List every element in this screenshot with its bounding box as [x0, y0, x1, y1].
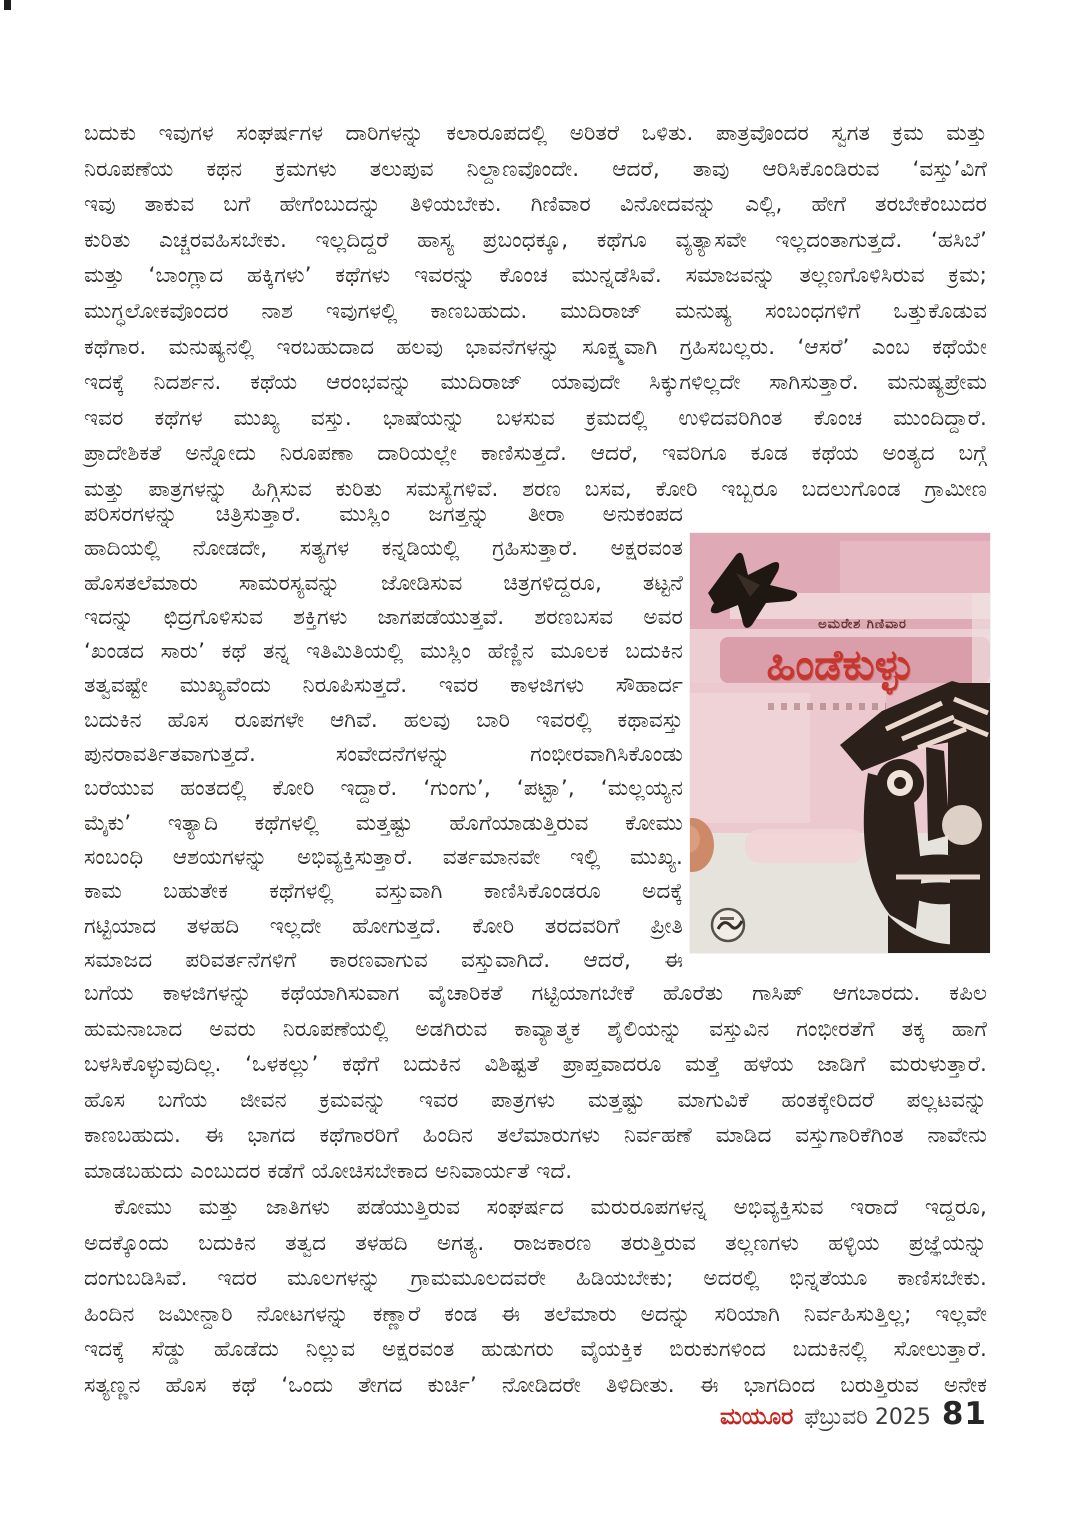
- text-line: ಕುರಿತು ಎಚ್ಚರವಹಿಸಬೇಕು. ಇಲ್ಲದಿದ್ದರೆ ಹಾಸ್ಯ ಪ್ರಬಂಧಕ್ಕೂ, ಕಥೆಗೂ ವ್ಯತ್ಯಾಸವೇ ಇಲ್ಲದಂತಾಗುತ್ತದೆ. ‘ಹಸಿಬೆ’: [84, 227, 987, 253]
- text-line: ಪುನರಾವರ್ತಿತವಾಗುತ್ತದೆ. ಸಂವೇದನೆಗಳನ್ನು ಗಂಭೀರವಾಗಿಸಿಕೊಂಡು: [84, 742, 683, 768]
- text-line: ಅದಕ್ಕೊಂದು ಬದುಕಿನ ತತ್ವದ ತಳಹದಿ ಅಗತ್ಯ. ರಾಜಕಾರಣ ತರುತ್ತಿರುವ ತಲ್ಲಣಗಳು ಹಳ್ಳಿಯ ಪ್ರಜ್ಞೆಯನ್ನು: [84, 1230, 987, 1256]
- scan-artifact-mark: [4, 0, 11, 10]
- book-author: ಅಮರೇಶ ಗಿಣಿವಾರ: [818, 617, 907, 632]
- text-line: ಮತ್ತು ‘ಬಾಂಗ್ಲಾದ ಹಕ್ಕಿಗಳು’ ಕಥೆಗಳು ಇವರನ್ನು ಕೊಂಚ ಮುನ್ನಡೆಸಿವೆ. ಸಮಾಜವನ್ನು ತಲ್ಲಣಗೊಳಿಸಿರುವ ಕ್ರಮ;: [84, 263, 987, 289]
- text-line: ಇದಕ್ಕೆ ಸೆಡ್ಡು ಹೊಡೆದು ನಿಲ್ಲುವ ಅಕ್ಷರವಂತ ಹುಡುಗರು ವೈಯಕ್ತಿಕ ಬಿರುಕುಗಳಿಂದ ಬದುಕಿನಲ್ಲಿ ಸೋಲುತ್ತಾರೆ.: [84, 1337, 987, 1363]
- magazine-name: ಮಯೂರ: [719, 1404, 794, 1430]
- text-line: ಹುಮನಾಬಾದ ಅವರು ನಿರೂಪಣೆಯಲ್ಲಿ ಅಡಗಿರುವ ಕಾವ್ಯಾತ್ಮಕ ಶೈಲಿಯನ್ನು ವಸ್ತುವಿನ ಗಂಭೀರತೆಗೆ ತಕ್ಕ ಹಾಗೆ: [84, 1016, 987, 1042]
- text-line: ಗಟ್ಟಿಯಾದ ತಳಹದಿ ಇಲ್ಲದೇ ಹೋಗುತ್ತದೆ. ಕೋರಿ ತರದವರಿಗೆ ಪ್ರೀತಿ: [84, 913, 683, 939]
- text-line: ಸತ್ಯಣ್ಣನ ಹೊಸ ಕಥೆ ‘ಒಂದು ತೇಗದ ಕುರ್ಚಿ’ ನೋಡಿದರೇ ತಿಳಿದೀತು. ಈ ಭಾಗದಿಂದ ಬರುತ್ತಿರುವ ಅನೇಕ: [84, 1372, 987, 1398]
- text-line: ಬದುಕು ಇವುಗಳ ಸಂಘರ್ಷಗಳ ದಾರಿಗಳನ್ನು ಕಲಾರೂಪದಲ್ಲಿ ಅರಿತರೆ ಒಳಿತು. ಪಾತ್ರವೊಂದರ ಸ್ವಗತ ಕ್ರಮ ಮತ್ತು: [84, 121, 987, 146]
- text-line: ಬಳಸಿಕೊಳ್ಳುವುದಿಲ್ಲ. ‘ಒಳಕಲ್ಲು’ ಕಥೆಗೆ ಬದುಕಿನ ವಿಶಿಷ್ಟತೆ ಪ್ರಾಪ್ತವಾದರೂ ಮತ್ತೆ ಹಳೆಯ ಜಾಡಿಗೆ ಮರುಳುತ್ತಾರೆ.: [84, 1052, 987, 1078]
- text-line: ಕೋಮು ಮತ್ತು ಜಾತಿಗಳು ಪಡೆಯುತ್ತಿರುವ ಸಂಘರ್ಷದ ಮರುರೂಪಗಳನ್ನ ಅಭಿವ್ಯಕ್ತಿಸುವ ಇರಾದೆ ಇದ್ದರೂ,: [114, 1195, 987, 1220]
- text-line: ಹಿಂದಿನ ಜಮೀನ್ದಾರಿ ನೋಟಗಳನ್ನು ಕಣ್ಣಾರೆ ಕಂಡ ಈ ತಲೆಮಾರು ಅದನ್ನು ಸರಿಯಾಗಿ ನಿರ್ವಹಿಸುತ್ತಿಲ್ಲ; ಇಲ್ಲವೇ: [84, 1301, 987, 1327]
- text-line: ಇದನ್ನು ಛಿದ್ರಗೊಳಿಸುವ ಶಕ್ತಿಗಳು ಜಾಗಪಡೆಯುತ್ತವೆ. ಶರಣಬಸವ ಅವರ: [84, 604, 683, 630]
- text-line: ಸಮಾಜದ ಪರಿವರ್ತನೆಗಳಿಗೆ ಕಾರಣವಾಗುವ ವಸ್ತುವಾಗಿದೆ. ಆದರೆ, ಈ: [84, 947, 683, 973]
- text-line: ಮಾಡಬಹುದು ಎಂಬುದರ ಕಡೆಗೆ ಯೋಚಿಸಬೇಕಾದ ಅನಿವಾರ್ಯತೆ ಇದೆ.: [84, 1158, 573, 1184]
- issue-date: ಫೆಬ್ರುವರಿ 2025: [804, 1405, 931, 1430]
- text-line: ಬರೆಯುವ ಹಂತದಲ್ಲಿ ಕೋರಿ ಇದ್ದಾರೆ. ‘ಗುಂಗು’, ‘ಪಟ್ಟಾ’, ‘ಮಲ್ಲಯ್ಯನ: [84, 776, 683, 802]
- text-line: ಹೊಸತಲೆಮಾರು ಸಾಮರಸ್ಯವನ್ನು ಜೋಡಿಸುವ ಚಿತ್ರಗಳಿದ್ದರೂ, ತಟ್ಟನೆ: [84, 570, 683, 596]
- text-line: ಬಗೆಯ ಕಾಳಜಿಗಳನ್ನು ಕಥೆಯಾಗಿಸುವಾಗ ವೈಚಾರಿಕತೆ ಗಟ್ಟಿಯಾಗಬೇಕೆ ಹೊರೆತು ಗಾಸಿಪ್ ಆಗಬಾರದು. ಕಪಿಲ: [84, 981, 987, 1006]
- text-line: ಕಥೆಗಾರ. ಮನುಷ್ಯನಲ್ಲಿ ಇರಬಹುದಾದ ಹಲವು ಭಾವನೆಗಳನ್ನು ಸೂಕ್ಷ್ಮವಾಗಿ ಗ್ರಹಿಸಬಲ್ಲರು. ‘ಆಸರೆ’ ಎಂಬ ಕಥೆಯೇ: [84, 334, 987, 360]
- text-line: ಕಾಮ ಬಹುತೇಕ ಕಥೆಗಳಲ್ಲಿ ವಸ್ತುವಾಗಿ ಕಾಣಿಸಿಕೊಂಡರೂ ಅದಕ್ಕೆ: [84, 879, 683, 905]
- text-line: ಬದುಕಿನ ಹೊಸ ರೂಪಗಳೇ ಆಗಿವೆ. ಹಲವು ಬಾರಿ ಇವರಲ್ಲಿ ಕಥಾವಸ್ತು: [84, 707, 683, 733]
- text-line: ಹಾದಿಯಲ್ಲಿ ನೋಡದೇ, ಸತ್ಯಗಳ ಕನ್ನಡಿಯಲ್ಲಿ ಗ್ರಹಿಸುತ್ತಾರೆ. ಅಕ್ಷರವಂತ: [84, 536, 683, 562]
- text-line: ಮೈಕು’ ಇತ್ಯಾದಿ ಕಥೆಗಳಲ್ಲಿ ಮತ್ತಷ್ಟು ಹೊಗೆಯಾಡುತ್ತಿರುವ ಕೋಮು: [84, 810, 683, 836]
- text-line: ಮತ್ತು ಪಾತ್ರಗಳನ್ನು ಹಿಗ್ಗಿಸುವ ಕುರಿತು ಸಮಸ್ಯೆಗಳಿವೆ. ಶರಣ ಬಸವ, ಕೋರಿ ಇಬ್ಬರೂ ಬದಲುಗೊಂಡ ಗ್ರಾಮೀಣ: [84, 476, 987, 502]
- book-cover-photo: [690, 533, 990, 953]
- book-title: ಹಿಂಡೆಕುಳ್ಳು: [766, 640, 914, 689]
- text-line: ‘ಖಂಡದ ಸಾರು’ ಕಥೆ ತನ್ನ ಇತಿಮಿತಿಯಲ್ಲಿ ಮುಸ್ಲಿಂ ಹೆಣ್ಣಿನ ಮೂಲಕ ಬದುಕಿನ: [84, 639, 683, 665]
- article-paragraph1-rest: [84, 976, 987, 1190]
- text-line: ಸಂಬಂಧಿ ಆಶಯಗಳನ್ನು ಅಭಿವ್ಯಕ್ತಿಸುತ್ತಾರೆ. ವರ್ತಮಾನವೇ ಇಲ್ಲಿ ಮುಖ್ಯ.: [84, 844, 683, 870]
- text-line: ದಂಗುಬಡಿಸಿವೆ. ಇದರ ಮೂಲಗಳನ್ನು ಗ್ರಾಮಮೂಲದವರೇ ಹಿಡಿಯಬೇಕು; ಅದರಲ್ಲಿ ಭಿನ್ನತೆಯೂ ಕಾಣಿಸಬೇಕು.: [84, 1266, 987, 1292]
- book-cover-art: [690, 533, 990, 953]
- text-line: ಇದಕ್ಕೆ ನಿದರ್ಶನ. ಕಥೆಯ ಆರಂಭವನ್ನು ಮುದಿರಾಜ್ ಯಾವುದೇ ಸಿಕ್ಕುಗಳಿಲ್ಲದೇ ಸಾಗಿಸುತ್ತಾರೆ. ಮನುಷ್ಯಪ್ರೇಮ: [84, 370, 987, 396]
- page-number: 81: [941, 1396, 987, 1432]
- text-line: ಹೊಸ ಬಗೆಯ ಜೀವನ ಕ್ರಮವನ್ನು ಇವರ ಪಾತ್ರಗಳು ಮತ್ತಷ್ಟು ಮಾಗುವಿಕೆ ಹಂತಕ್ಕೇರಿದರೆ ಪಲ್ಲಟವನ್ನು: [84, 1087, 987, 1113]
- article-paragraph1-top: [84, 116, 987, 508]
- text-line: ಪ್ರಾದೇಶಿಕತೆ ಅನ್ನೋದು ನಿರೂಪಣಾ ದಾರಿಯಲ್ಲೇ ಕಾಣಿಸುತ್ತದೆ. ಆದರೆ, ಇವರಿಗೂ ಕೂಡ ಕಥೆಯ ಅಂತ್ಯದ ಬಗ್ಗೆ: [84, 441, 987, 467]
- text-line: ಇವರ ಕಥೆಗಳ ಮುಖ್ಯ ವಸ್ತು. ಭಾಷೆಯನ್ನು ಬಳಸುವ ಕ್ರಮದಲ್ಲಿ ಉಳಿದವರಿಗಿಂತ ಕೊಂಚ ಮುಂದಿದ್ದಾರೆ.: [84, 405, 987, 431]
- text-line: ಪರಿಸರಗಳನ್ನು ಚಿತ್ರಿಸುತ್ತಾರೆ. ಮುಸ್ಲಿಂ ಜಗತ್ತನ್ನು ತೀರಾ ಅನುಕಂಪದ: [84, 502, 683, 527]
- page-footer: [720, 1396, 987, 1432]
- text-line: ಕಾಣಬಹುದು. ಈ ಭಾಗದ ಕಥೆಗಾರರಿಗೆ ಹಿಂದಿನ ತಲೆಮಾರುಗಳು ನಿರ್ವಹಣೆ ಮಾಡಿದ ವಸ್ತುಗಾರಿಕೆಗಿಂತ ನಾವೇನು: [84, 1123, 988, 1149]
- publisher-logo-icon: [712, 909, 744, 941]
- book-subtitle-illegible: [768, 703, 886, 710]
- text-line: ಮುಗ್ಧಲೋಕವೊಂದರ ನಾಶ ಇವುಗಳಲ್ಲಿ ಕಾಣಬಹುದು. ಮುದಿರಾಜ್ ಮನುಷ್ಯ ಸಂಬಂಧಗಳಿಗೆ ಒತ್ತುಕೊಡುವ: [84, 298, 987, 324]
- text-line: ನಿರೂಪಣೆಯ ಕಥನ ಕ್ರಮಗಳು ತಲುಪುವ ನಿಲ್ದಾಣವೊಂದೇ. ಆದರೆ, ತಾವು ಆರಿಸಿಕೊಂಡಿರುವ ‘ವಸ್ತು’ವಿಗೆ: [84, 156, 987, 182]
- text-line: ಇವು ತಾಕುವ ಬಗೆ ಹೇಗೆಂಬುದನ್ನು ತಿಳಿಯಬೇಕು. ಗಿಣಿವಾರ ವಿನೋದವನ್ನು ಎಲ್ಲಿ, ಹೇಗೆ ತರಬೇಕೆಂಬುದರ: [84, 192, 987, 218]
- article-paragraph1-wrapped: [84, 498, 683, 978]
- text-line: ತತ್ವವಷ್ಟೇ ಮುಖ್ಯವೆಂದು ನಿರೂಪಿಸುತ್ತದೆ. ಇವರ ಕಾಳಜಿಗಳು ಸೌಹಾರ್ದ: [84, 673, 683, 699]
- article-paragraph2: [84, 1190, 987, 1404]
